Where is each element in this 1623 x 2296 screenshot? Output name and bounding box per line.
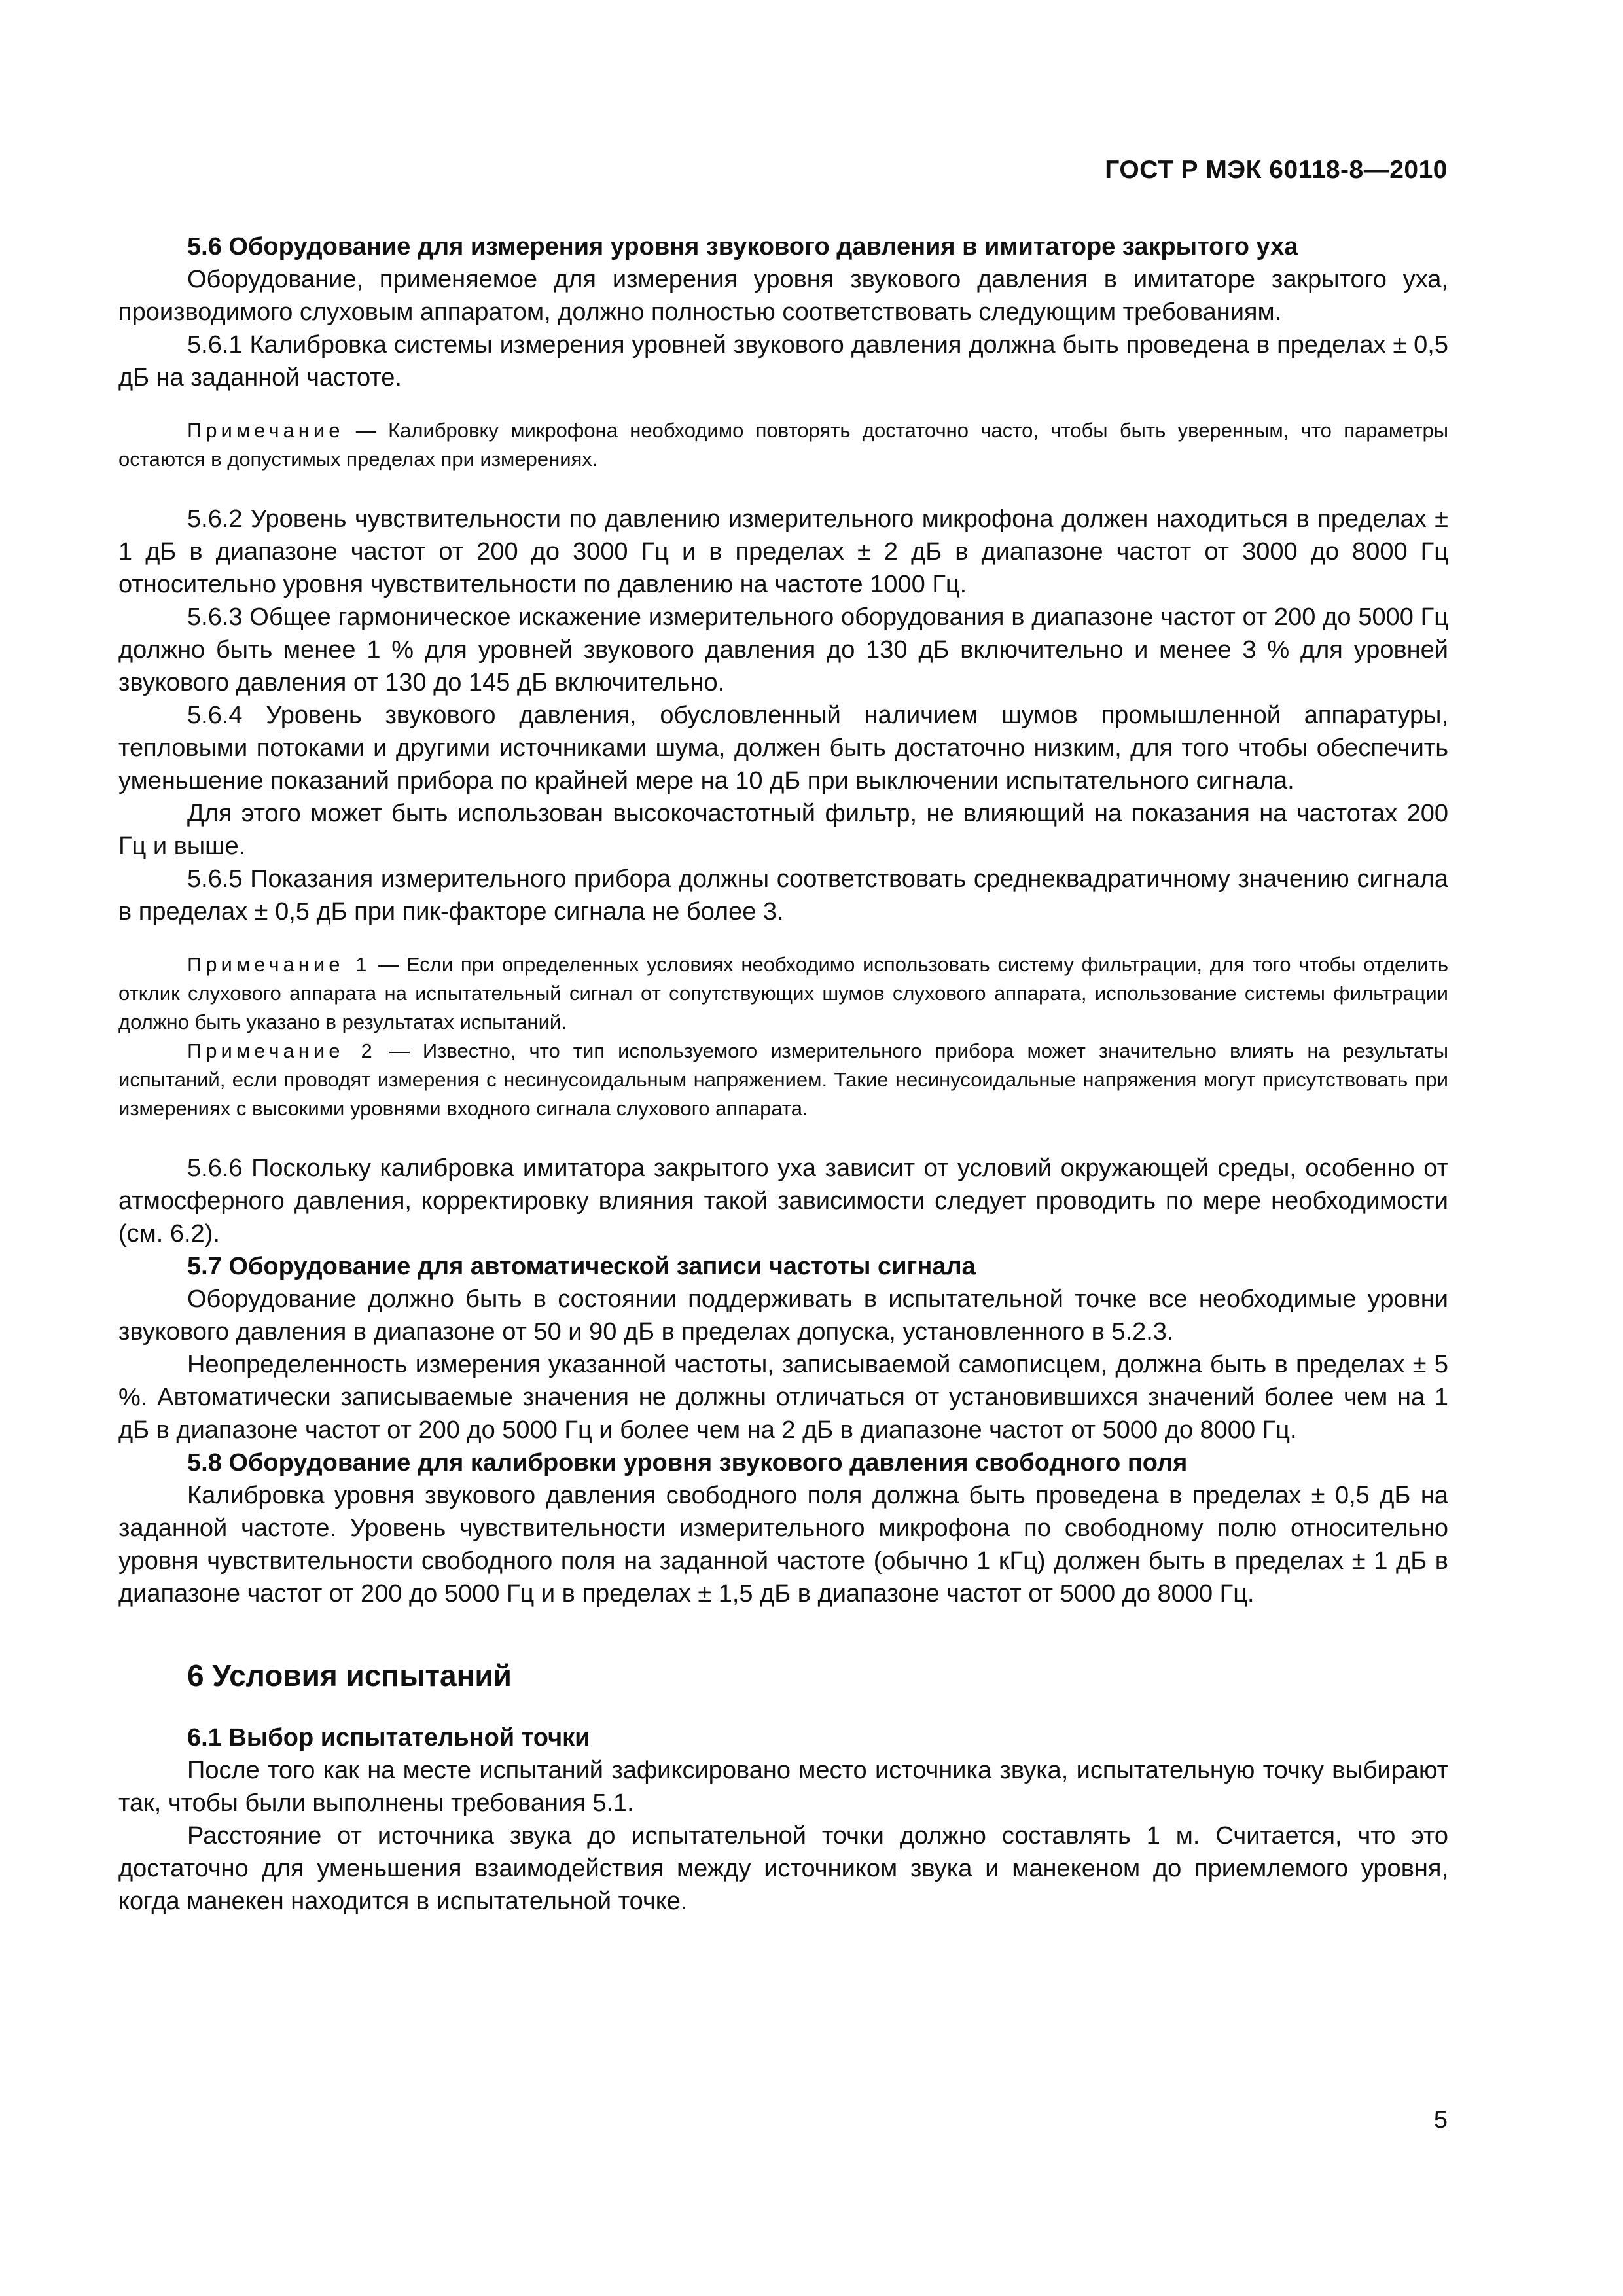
section-5-6-heading: 5.6 Оборудование для измерения уровня звукового давления в имитаторе закрытого уха: [187, 233, 1298, 260]
note-1: [118, 950, 1448, 1037]
section-5-7-heading: 5.7 Оборудование для автоматической записи частоты сигнала: [187, 1253, 976, 1280]
note-text: — Известно, что тип используемого измерительного прибора может значительно влиять на результаты испытаний, если проводят измерения с несинусоидальным напряжением. Такие несинусоидальные напряжения могут присутствовать при измерениях с высокими уровнями входного сигнала слухового аппарата.: [118, 1039, 1448, 1120]
paragraph-5-6-1: 5.6.1 Калибровка системы измерения уровней звукового давления должна быть проведена в пределах ± 0,5 дБ на заданной частоте.: [118, 331, 1448, 391]
paragraph: После того как на месте испытаний зафиксировано место источника звука, испытательную точку выбирают так, чтобы были выполнены требования 5.1.: [118, 1757, 1448, 1817]
note-label: Примечание 1: [187, 953, 371, 976]
note: [118, 416, 1448, 474]
paragraph-5-6-2: 5.6.2 Уровень чувствительности по давлению измерительного микрофона должен находиться в пределах ± 1 дБ в диапазоне частот от 200 до 3000 Гц и в пределах ± 2 дБ в диапазоне частот от 3000 до 8000 Гц относительно уровня чувствительности по давлению на частоте 1000 Гц.: [118, 505, 1448, 598]
note-label: Примечание: [187, 419, 344, 442]
paragraph: Оборудование, применяемое для измерения уровня звукового давления в имитаторе закрытого уха, производимого слуховым аппаратом, должно полностью соответствовать следующим требованиям.: [118, 266, 1448, 326]
section-6-title: 6 Условия испытаний: [187, 1659, 512, 1693]
paragraph: Оборудование должно быть в состоянии поддерживать в испытательной точке все необходимые уровни звукового давления в диапазоне от 50 и 90 дБ в пределах допуска, установленного в 5.2.3.: [118, 1285, 1448, 1346]
note-text: — Калибровку микрофона необходимо повторять достаточно часто, чтобы быть уверенным, что параметры остаются в допустимых пределах при измерениях.: [118, 419, 1448, 471]
note-2: [118, 1037, 1448, 1123]
paragraph-5-6-3: 5.6.3 Общее гармоническое искажение измерительного оборудования в диапазоне частот от 200 до 5000 Гц должно быть менее 1 % для уровней звукового давления до 130 дБ включительно и менее 3 % для уровней звукового давления от 130 до 145 дБ включительно.: [118, 603, 1448, 696]
paragraph: Для этого может быть использован высокочастотный фильтр, не влияющий на показания на частотах 200 Гц и выше.: [118, 800, 1448, 860]
document-header: ГОСТ Р МЭК 60118-8—2010: [1105, 156, 1448, 184]
paragraph: Калибровка уровня звукового давления свободного поля должна быть проведена в пределах ± 0,5 дБ на заданной частоте. Уровень чувствительности измерительного микрофона по свободному полю относительно уровня чувствительности свободного поля на заданной частоте (обычно 1 кГц) должен быть в пределах ± 1 дБ в диапазоне частот от 200 до 5000 Гц и в пределах ± 1,5 дБ в диапазоне частот от 5000 до 8000 Гц.: [118, 1482, 1448, 1607]
paragraph-5-6-4: 5.6.4 Уровень звукового давления, обусловленный наличием шумов промышленной аппаратуры, тепловыми потоками и другими источниками шума, должен быть достаточно низким, для того чтобы обеспечить уменьшение показаний прибора по крайней мере на 10 дБ при выключении испытательного сигнала.: [118, 702, 1448, 795]
document-body: [118, 230, 1448, 1918]
section-5-8-heading: 5.8 Оборудование для калибровки уровня звукового давления свободного поля: [187, 1449, 1188, 1477]
section-6-1-heading: 6.1 Выбор испытательной точки: [187, 1724, 590, 1751]
paragraph: Расстояние от источника звука до испытательной точки должно составлять 1 м. Считается, что это достаточно для уменьшения взаимодействия между источником звука и манекеном до приемлемого уровня, когда манекен находится в испытательной точке.: [118, 1822, 1448, 1915]
paragraph-5-6-6: 5.6.6 Поскольку калибровка имитатора закрытого уха зависит от условий окружающей среды, особенно от атмосферного давления, корректировку влияния такой зависимости следует проводить по мере необходимости (см. 6.2).: [118, 1155, 1448, 1247]
note-label: Примечание 2: [187, 1039, 376, 1062]
paragraph: Неопределенность измерения указанной частоты, записываемой самописцем, должна быть в пределах ± 5 %. Автоматически записываемые значения не должны отличаться от установившихся значений более чем на 1 дБ в диапазоне частот от 200 до 5000 Гц и более чем на 2 дБ в диапазоне частот от 5000 до 8000 Гц.: [118, 1351, 1448, 1444]
note-text: — Если при определенных условиях необходимо использовать систему фильтрации, для того чтобы отделить отклик слухового аппарата на испытательный сигнал от сопутствующих шумов слухового аппарата, использование системы фильтрации должно быть указано в результатах испытаний.: [118, 953, 1448, 1033]
page-number: 5: [1433, 2106, 1448, 2134]
paragraph-5-6-5: 5.6.5 Показания измерительного прибора должны соответствовать среднеквадратичному значению сигнала в пределах ± 0,5 дБ при пик-факторе сигнала не более 3.: [118, 865, 1448, 925]
